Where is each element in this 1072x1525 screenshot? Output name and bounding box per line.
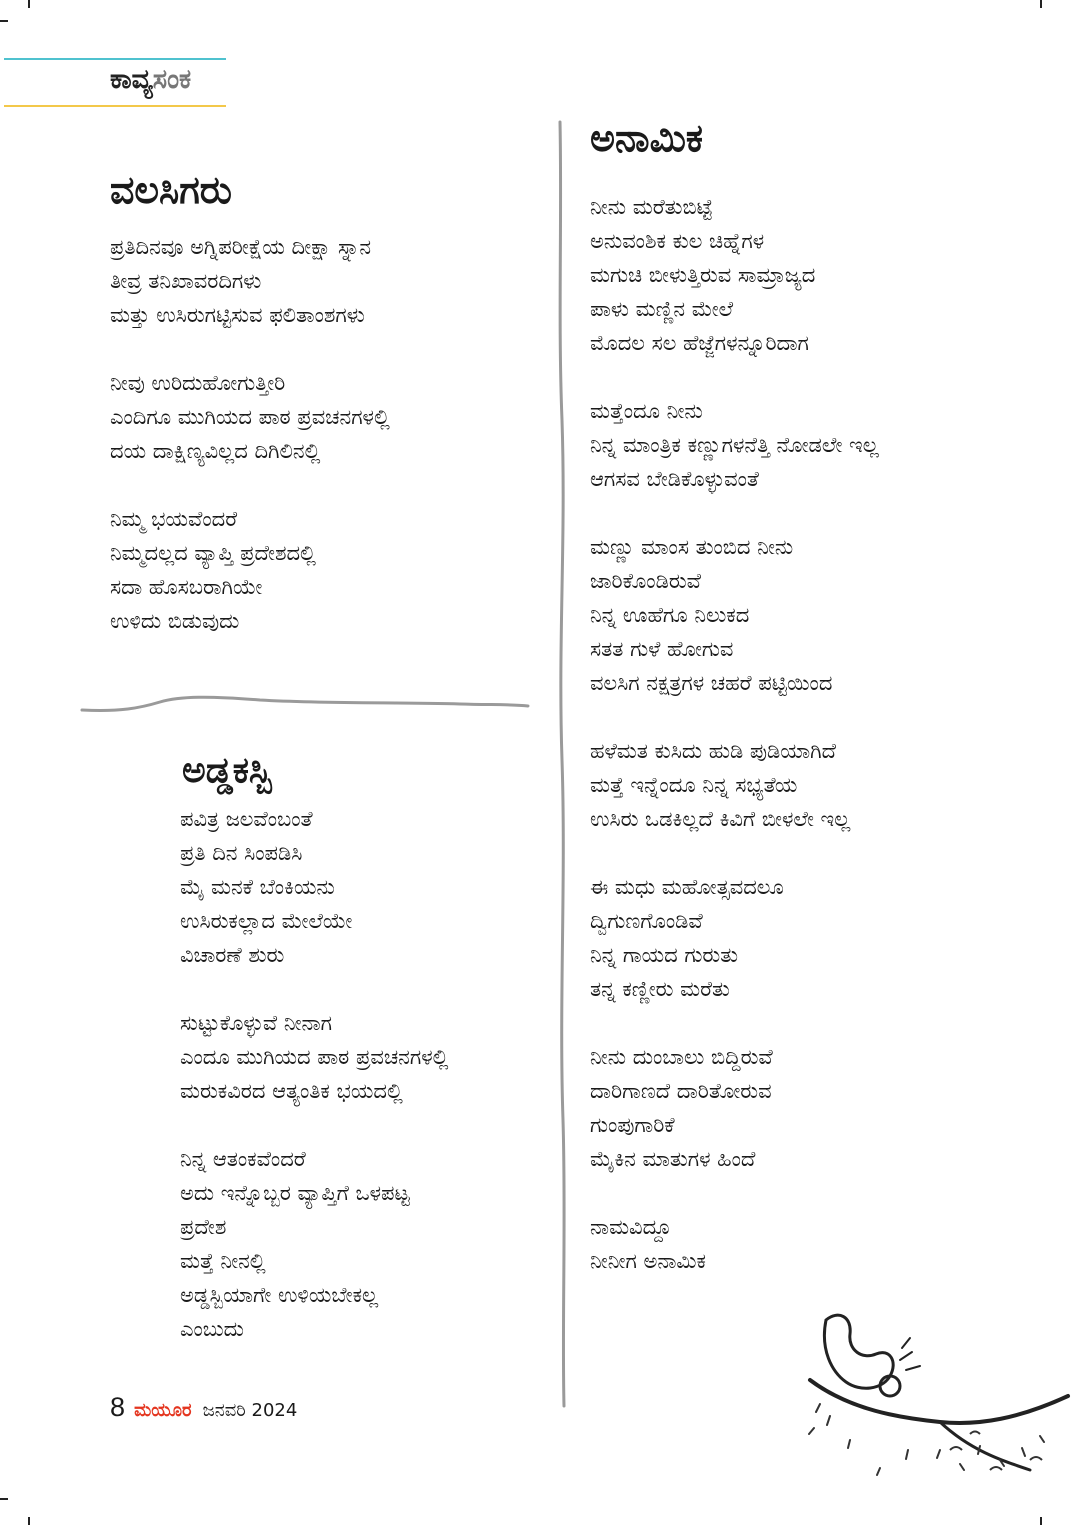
horizontal-divider [80, 690, 532, 720]
stanza [590, 530, 1030, 700]
section-label-main: ಕಾವ್ಯ [110, 64, 153, 95]
poem-line: ಮೊದಲ ಸಲ ಹೆಜ್ಜೆಗಳನ್ನೂರಿದಾಗ [590, 331, 809, 355]
stanza [590, 870, 1030, 1006]
bird-branch-illustration [790, 1300, 1072, 1490]
issue-date: ಜನವರಿ 2024 [202, 1400, 298, 1421]
poem-anamika [590, 114, 1030, 1278]
poem-line: ಮಗುಚಿ ಬೀಳುತ್ತಿರುವ ಸಾಮ್ರಾಜ್ಯದ [590, 263, 816, 287]
crop-mark [1040, 1517, 1042, 1525]
poem-line: ನಿನ್ನ ಮಾಂತ್ರಿಕ ಕಣ್ಣುಗಳನೆತ್ತಿ ನೋಡಲೇ ಇಲ್ಲ [590, 433, 879, 457]
poem-line: ತನ್ನ ಕಣ್ಣೀರು ಮರೆತು [590, 977, 730, 1001]
poem-line: ಮಣ್ಣು ಮಾಂಸ ತುಂಬಿದ ನೀನು [590, 535, 794, 559]
poem-line: ನಿಮ್ಮದಲ್ಲದ ವ್ಯಾಪ್ತಿ ಪ್ರದೇಶದಲ್ಲಿ [110, 541, 316, 565]
poem-title: ವಲಸಿಗರು [110, 168, 232, 212]
poem-line: ನೀವು ಉರಿದುಹೋಗುತ್ತೀರಿ [110, 371, 286, 395]
poem-line: ಮೈ ಮನಕೆ ಬೆಂಕಿಯನು [180, 875, 335, 899]
poem-line: ಮರುಕವಿರದ ಆತ್ಯಂತಿಕ ಭಯದಲ್ಲಿ [180, 1079, 403, 1103]
poem-line: ಪ್ರದೇಶ [180, 1215, 227, 1239]
page-footer [110, 1392, 297, 1423]
poem-line: ಮತ್ತೆ ಇನ್ನೆಂದೂ ನಿನ್ನ ಸಭ್ಯತೆಯ [590, 773, 798, 797]
stanza [180, 1006, 560, 1108]
poem-title: ಅನಾಮಿಕ [590, 116, 704, 160]
poem-line: ನೀನು ದುಂಬಾಲು ಬಿದ್ದಿರುವೆ [590, 1045, 773, 1069]
section-tag [4, 58, 226, 108]
poem-line: ಪವಿತ್ರ ಜಲವೆಂಬಂತೆ [180, 807, 313, 831]
poem-line: ಉಸಿರು ಒಡಕಿಲ್ಲದೆ ಕಿವಿಗೆ ಬೀಳಲೇ ಇಲ್ಲ [590, 807, 851, 831]
poem-line: ಹಳೆಮತ ಕುಸಿದು ಹುಡಿ ಪುಡಿಯಾಗಿದೆ [590, 739, 837, 763]
poem-line: ಅನುವಂಶಿಕ ಕುಲ ಚಿಹ್ನೆಗಳ [590, 229, 765, 253]
poem-line: ನಿಮ್ಮ ಭಯವೆಂದರೆ [110, 507, 238, 531]
poem-line: ದಯ ದಾಕ್ಷಿಣ್ಯವಿಲ್ಲದ ದಿಗಿಲಿನಲ್ಲಿ [110, 439, 321, 463]
poem-line: ಸದಾ ಹೊಸಬರಾಗಿಯೇ [110, 575, 263, 599]
crop-mark [0, 1498, 8, 1500]
section-rule-bottom [4, 105, 226, 107]
poem-line: ಅದು ಇನ್ನೊಬ್ಬರ ವ್ಯಾಪ್ತಿಗೆ ಒಳಪಟ್ಟ [180, 1181, 410, 1205]
poem-line: ಜಾರಿಕೊಂಡಿರುವೆ [590, 569, 701, 593]
poem-line: ನೀನು ಮರೆತುಬಿಟ್ಟೆ [590, 195, 713, 219]
stanza [590, 190, 1030, 360]
stanza [110, 502, 530, 638]
section-label [110, 64, 191, 96]
stanza [110, 230, 530, 332]
stanza [590, 1040, 1030, 1176]
section-rule-top [4, 58, 226, 60]
poem-line: ಮತ್ತು ಉಸಿರುಗಟ್ಟಿಸುವ ಫಲಿತಾಂಶಗಳು [110, 303, 365, 327]
poem-line: ನಿನ್ನ ಆತಂಕವೆಂದರೆ [180, 1147, 306, 1171]
poem-line: ವಲಸಿಗ ನಕ್ಷತ್ರಗಳ ಚಹರೆ ಪಟ್ಟಿಯಿಂದ [590, 671, 833, 695]
poem-line: ಉಳಿದು ಬಿಡುವುದು [110, 609, 240, 633]
poem-line: ಅಡ್ಡಸ್ಬಿಯಾಗೇ ಉಳಿಯಬೇಕಲ್ಲ [180, 1283, 379, 1307]
stanza [590, 1210, 1030, 1278]
stanza [590, 734, 1030, 836]
poem-line: ಸುಟ್ಟುಕೊಳ್ಳುವೆ ನೀನಾಗ [180, 1011, 332, 1035]
crop-mark [28, 1517, 30, 1525]
page-number: 8 [110, 1392, 126, 1422]
poem-line: ಮೈಕಿನ ಮಾತುಗಳ ಹಿಂದೆ [590, 1147, 756, 1171]
poem-line: ದಾರಿಗಾಣದೆ ದಾರಿತೋರುವ [590, 1079, 772, 1103]
poem-line: ಆಗಸವ ಬೇಡಿಕೊಳ್ಳುವಂತೆ [590, 467, 759, 491]
crop-mark [28, 0, 30, 8]
poem-valasigaru [110, 166, 530, 638]
stanza [590, 394, 1030, 496]
poem-line: ಮತ್ತೆಂದೂ ನೀನು [590, 399, 703, 423]
poem-line: ನೀನೀಗ ಅನಾಮಿಕ [590, 1249, 706, 1273]
crop-mark [0, 20, 8, 22]
poem-addakasbi [180, 748, 560, 1346]
poem-line: ದ್ವಿಗುಣಗೊಂಡಿವೆ [590, 909, 703, 933]
poem-line: ಎಂಬುದು [180, 1317, 244, 1341]
poem-line: ಮತ್ತೆ ನೀನಲ್ಲಿ [180, 1249, 266, 1273]
poem-line: ವಿಚಾರಣೆ ಶುರು [180, 943, 285, 967]
poem-line: ಈ ಮಧು ಮಹೋತ್ಸವದಲೂ [590, 875, 784, 899]
poem-line: ನಿನ್ನ ಊಹೆಗೂ ನಿಲುಕದ [590, 603, 750, 627]
poem-line: ನಾಮವಿದ್ದೂ [590, 1215, 672, 1239]
poem-line: ನಿನ್ನ ಗಾಯದ ಗುರುತು [590, 943, 739, 967]
poem-line: ಎಂದಿಗೂ ಮುಗಿಯದ ಪಾಠ ಪ್ರವಚನಗಳಲ್ಲಿ [110, 405, 390, 429]
poem-line: ಪ್ರತಿದಿನವೂ ಅಗ್ನಿಪರೀಕ್ಷೆಯ ದೀಕ್ಷಾ ಸ್ನಾನ [110, 235, 372, 259]
poem-line: ಗುಂಪುಗಾರಿಕೆ [590, 1113, 675, 1137]
crop-mark [1040, 0, 1042, 8]
magazine-logo: ಮಯೂರ [134, 1400, 192, 1421]
poem-line: ಉಸಿರುಕಲ್ಲಾದ ಮೇಲೆಯೇ [180, 909, 353, 933]
poem-title: ಅಡ್ಡಕಸ್ಬಿ [182, 750, 273, 791]
section-label-accent: ಸಂಕ [152, 64, 192, 95]
poem-line: ಎಂದೂ ಮುಗಿಯದ ಪಾಠ ಪ್ರವಚನಗಳಲ್ಲಿ [180, 1045, 449, 1069]
poem-line: ತೀವ್ರ ತನಿಖಾವರದಿಗಳು [110, 269, 262, 293]
stanza [180, 802, 560, 972]
poem-line: ಸತತ ಗುಳೆ ಹೋಗುವ [590, 637, 734, 661]
stanza [110, 366, 530, 468]
poem-line: ಪ್ರತಿ ದಿನ ಸಿಂಪಡಿಸಿ [180, 841, 303, 865]
poem-line: ಪಾಳು ಮಣ್ಣಿನ ಮೇಲೆ [590, 297, 734, 321]
stanza [180, 1142, 560, 1346]
vertical-divider [550, 120, 580, 1410]
